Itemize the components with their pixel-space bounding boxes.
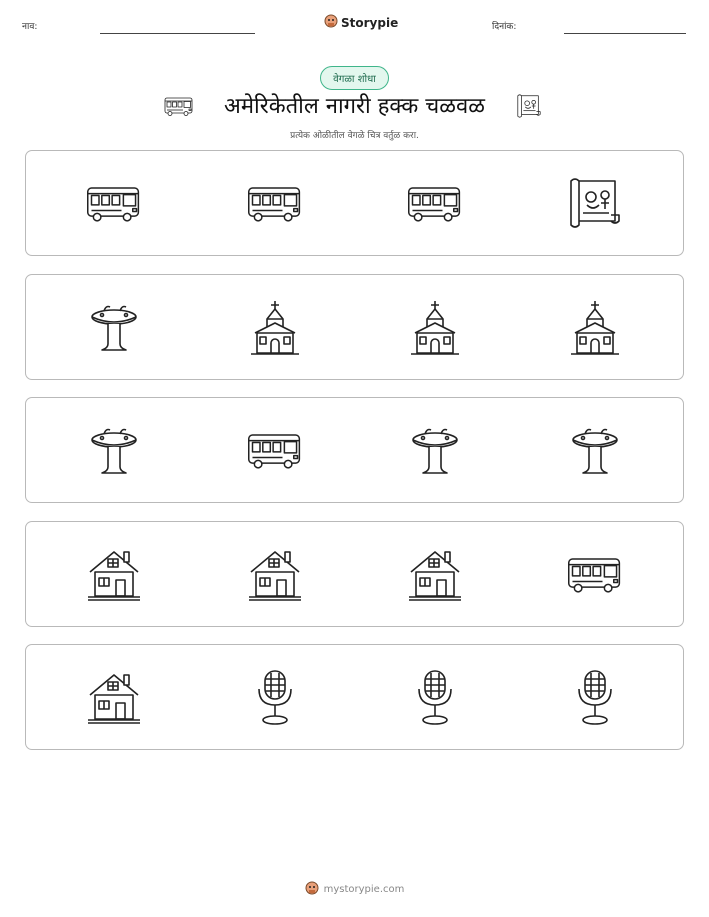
church-icon[interactable]: [403, 295, 467, 359]
water-fountain-icon[interactable]: [82, 295, 146, 359]
puzzle-row-4: [25, 521, 684, 627]
brand-logo: [324, 13, 398, 32]
name-line[interactable]: [100, 33, 255, 34]
date-line[interactable]: [564, 33, 686, 34]
bus-icon[interactable]: [403, 171, 467, 235]
brand-name: Storypie: [341, 15, 399, 30]
date-label: दिनांक:: [492, 22, 517, 32]
puzzle-row-5: [25, 644, 684, 750]
storypie-mascot-icon: [324, 13, 338, 32]
instruction: प्रत्येक ओळीतील वेगळे चित्र वर्तुळ करा.: [290, 131, 419, 141]
water-fountain-icon[interactable]: [82, 418, 146, 482]
microphone-icon[interactable]: [243, 665, 307, 729]
water-fountain-icon[interactable]: [563, 418, 627, 482]
house-icon[interactable]: [403, 542, 467, 606]
footer-site[interactable]: mystorypie.com: [323, 884, 405, 895]
storypie-mascot-icon: [305, 880, 319, 899]
bus-icon[interactable]: [243, 171, 307, 235]
church-icon[interactable]: [243, 295, 307, 359]
microphone-icon[interactable]: [403, 665, 467, 729]
house-icon[interactable]: [82, 665, 146, 729]
puzzle-row-3: [25, 397, 684, 503]
badge: वेगळा शोधा: [320, 66, 389, 90]
scroll-icon: [515, 92, 543, 124]
church-icon[interactable]: [563, 295, 627, 359]
bus-icon[interactable]: [82, 171, 146, 235]
puzzle-row-2: [25, 274, 684, 380]
page-title: अमेरिकेतील नागरी हक्क चळवळ: [224, 94, 485, 119]
puzzle-row-1: [25, 150, 684, 256]
water-fountain-icon[interactable]: [403, 418, 467, 482]
name-label: नाव:: [22, 22, 38, 32]
bus-icon[interactable]: [563, 542, 627, 606]
house-icon[interactable]: [243, 542, 307, 606]
microphone-icon[interactable]: [563, 665, 627, 729]
scroll-icon[interactable]: [563, 171, 627, 235]
house-icon[interactable]: [82, 542, 146, 606]
bus-icon[interactable]: [243, 418, 307, 482]
footer: [0, 880, 709, 899]
